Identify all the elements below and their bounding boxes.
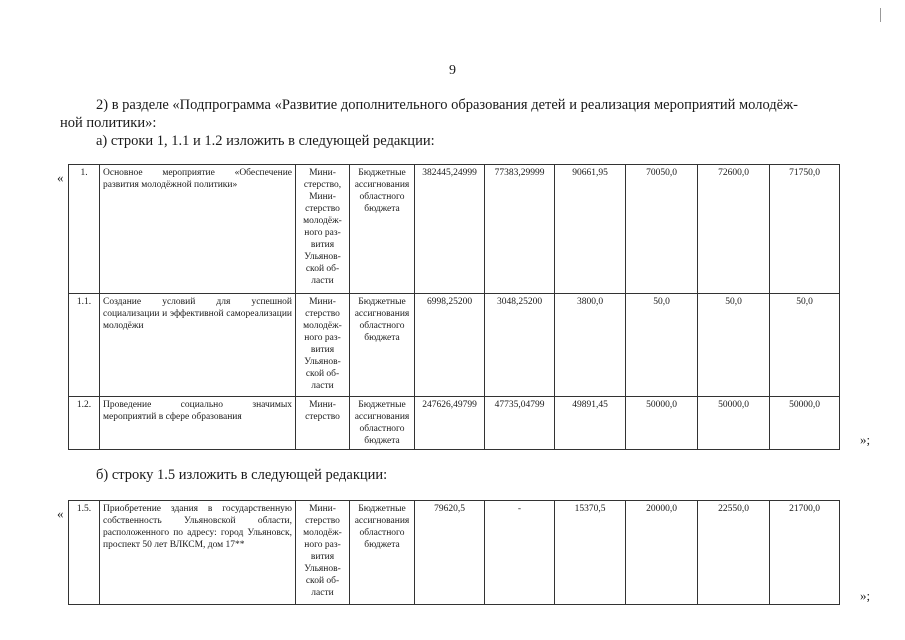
quote-open-a: «: [57, 170, 64, 185]
table-row: [69, 397, 840, 450]
row-value: 50000,0: [626, 397, 698, 450]
quote-close-a: »;: [860, 432, 871, 447]
row-name: Создание условий для успешной социализации и эффективной самореализации молодёжи: [100, 294, 296, 397]
row-source: Бюджетные ассигнования областного бюджета: [350, 501, 415, 605]
row-source: Бюджетные ассигнования областного бюджета: [350, 294, 415, 397]
row-number: 1.5.: [69, 501, 100, 605]
table-a: [68, 164, 840, 450]
row-value: 21700,0: [770, 501, 840, 605]
row-executor: Мини-стерство, Мини-стерство молодёж-ного раз-вития Ульянов-ской об-ласти: [296, 165, 350, 294]
corner-mark: [880, 8, 881, 22]
row-number: 1.1.: [69, 294, 100, 397]
row-value: 49891,45: [555, 397, 626, 450]
row-source: Бюджетные ассигнования областного бюджета: [350, 165, 415, 294]
table-b: [68, 500, 840, 605]
row-number: 1.2.: [69, 397, 100, 450]
row-value: 15370,5: [555, 501, 626, 605]
row-value: 247626,49799: [415, 397, 485, 450]
row-source: Бюджетные ассигнования областного бюджета: [350, 397, 415, 450]
row-value: 50,0: [626, 294, 698, 397]
row-value: 22550,0: [698, 501, 770, 605]
row-value: 50,0: [698, 294, 770, 397]
row-value: 71750,0: [770, 165, 840, 294]
row-value: 50,0: [770, 294, 840, 397]
intro-line-1: 2) в разделе «Подпрограмма «Развитие дополнительного образования детей и реализация мероприятий молодёж-: [96, 97, 798, 113]
row-value: -: [485, 501, 555, 605]
row-value: 50000,0: [698, 397, 770, 450]
row-value: 90661,95: [555, 165, 626, 294]
row-value: 79620,5: [415, 501, 485, 605]
row-name: Приобретение здания в государственную собственность Ульяновской области, расположенного по адресу: город Ульяновск, проспект 50 лет ВЛКСМ, дом 17**: [100, 501, 296, 605]
page-number: 9: [449, 63, 456, 78]
quote-close-b: »;: [860, 588, 871, 603]
row-value: 382445,24999: [415, 165, 485, 294]
table-row: [69, 294, 840, 397]
row-executor: Мини-стерство: [296, 397, 350, 450]
row-value: 6998,25200: [415, 294, 485, 397]
row-name: Проведение социально значимых мероприятий в сфере образования: [100, 397, 296, 450]
quote-open-b: «: [57, 506, 64, 521]
intro-line-2: ной политики»:: [60, 115, 157, 131]
row-number: 1.: [69, 165, 100, 294]
row-value: 3048,25200: [485, 294, 555, 397]
row-value: 20000,0: [626, 501, 698, 605]
row-value: 50000,0: [770, 397, 840, 450]
table-row: [69, 501, 840, 605]
row-value: 77383,29999: [485, 165, 555, 294]
row-value: 3800,0: [555, 294, 626, 397]
table-row: [69, 165, 840, 294]
row-value: 70050,0: [626, 165, 698, 294]
row-executor: Мини-стерство молодёж-ного раз-вития Ульянов-ской об-ласти: [296, 501, 350, 605]
row-value: 72600,0: [698, 165, 770, 294]
intro-sub-a: а) строки 1, 1.1 и 1.2 изложить в следующей редакции:: [96, 133, 435, 149]
intro-sub-b: б) строку 1.5 изложить в следующей редакции:: [96, 467, 388, 483]
row-executor: Мини-стерство молодёж-ного раз-вития Ульянов-ской об-ласти: [296, 294, 350, 397]
row-value: 47735,04799: [485, 397, 555, 450]
row-name: Основное мероприятие «Обеспечение развития молодёжной политики»: [100, 165, 296, 294]
